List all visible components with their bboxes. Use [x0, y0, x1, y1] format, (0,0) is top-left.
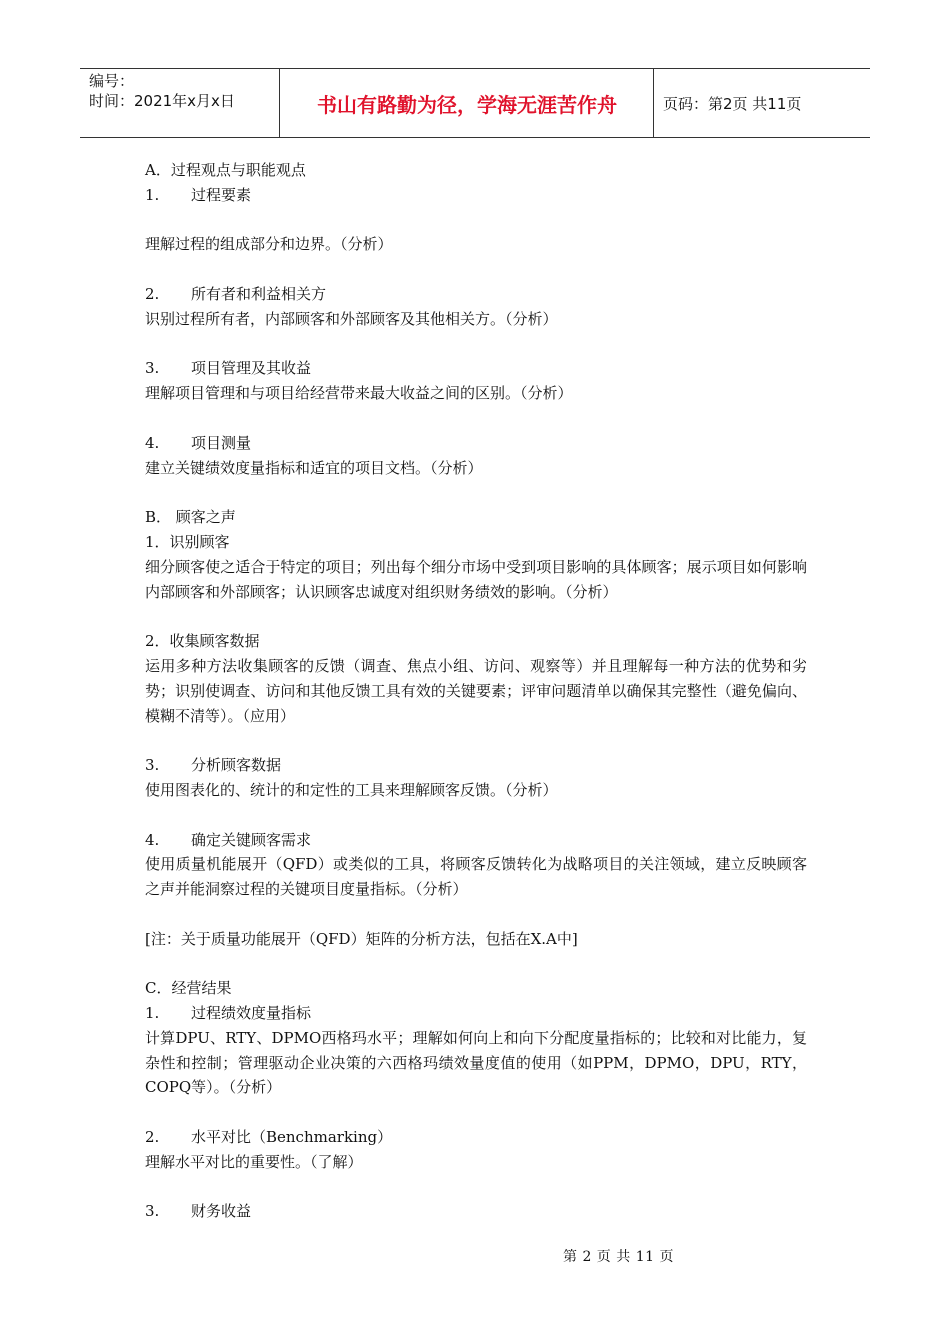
item-text: 计算DPU、RTY、DPMO西格玛水平；理解如何向上和向下分配度量指标的；比较和对比能力，复杂性和控制；管理驱动企业决策的六西格玛绩效量度值的使用（如PPM，DPMO，DPU，RTY，COPQ等）。（分析）	[145, 1028, 807, 1097]
item-heading: 4. 确定关键顾客需求	[145, 830, 312, 849]
item-text: 运用多种方法收集顾客的反馈（调查、焦点小组、访问、观察等）并且理解每一种方法的优势和劣势；识别使调查、访问和其他反馈工具有效的关键要素；评审问题清单以确保其完整性（避免偏向、模糊不清等）。（应用）	[145, 656, 807, 725]
item-text: 使用质量机能展开（QFD）或类似的工具，将顾客反馈转化为战略项目的关注领域，建立反映顾客之声并能洞察过程的关键项目度量指标。（分析）	[145, 855, 807, 899]
item-text: 理解过程的组成部分和边界。（分析）	[145, 235, 393, 254]
item-text: 理解项目管理和与项目给经营带来最大收益之间的区别。（分析）	[145, 384, 573, 403]
item-heading: 4. 项目测量	[145, 433, 252, 452]
item-text: 理解水平对比的重要性。（了解）	[145, 1152, 363, 1171]
item-heading: 3. 财务收益	[145, 1202, 252, 1221]
serial-label: 编号：	[89, 72, 135, 90]
item-heading: 1．识别顾客	[145, 532, 230, 551]
note-text: [注：关于质量功能展开（QFD）矩阵的分析方法，包括在X.A中]	[145, 929, 578, 948]
header-meta-cell	[80, 69, 280, 137]
header-page-info: 页码：第2页 共11页	[663, 94, 802, 113]
item-heading: 3. 分析顾客数据	[145, 756, 282, 775]
item-text: 识别过程所有者，内部顾客和外部顾客及其他相关方。（分析）	[145, 309, 558, 328]
item-heading: 2．收集顾客数据	[145, 632, 260, 651]
item-heading: 2. 所有者和利益相关方	[145, 284, 327, 303]
item-heading: 3. 项目管理及其收益	[145, 359, 312, 378]
page-footer: 第 2 页 共 11 页	[563, 1249, 674, 1265]
date-line: 时间：2021年x月x日	[89, 92, 235, 110]
item-text: 建立关键绩效度量指标和适宜的项目文档。（分析）	[145, 458, 483, 477]
section-b-heading: B． 顾客之声	[145, 508, 236, 527]
item-text: 细分顾客使之适合于特定的项目；列出每个细分市场中受到项目影响的具体顾客；展示项目如何影响内部顾客和外部顾客；认识顾客忠诚度对组织财务绩效的影响。（分析）	[145, 557, 807, 601]
item-text: 使用图表化的、统计的和定性的工具来理解顾客反馈。（分析）	[145, 780, 558, 799]
header-motto: 书山有路勤为径，学海无涯苦作舟	[281, 69, 654, 137]
section-c-heading: C．经营结果	[145, 979, 232, 998]
item-heading: 2. 水平对比（Benchmarking）	[145, 1128, 393, 1147]
document-header	[80, 68, 870, 138]
section-a-heading: A．过程观点与职能观点	[145, 161, 306, 179]
item-heading: 1. 过程要素	[145, 185, 252, 204]
item-heading: 1. 过程绩效度量指标	[145, 1004, 312, 1023]
document-body	[145, 158, 807, 1224]
